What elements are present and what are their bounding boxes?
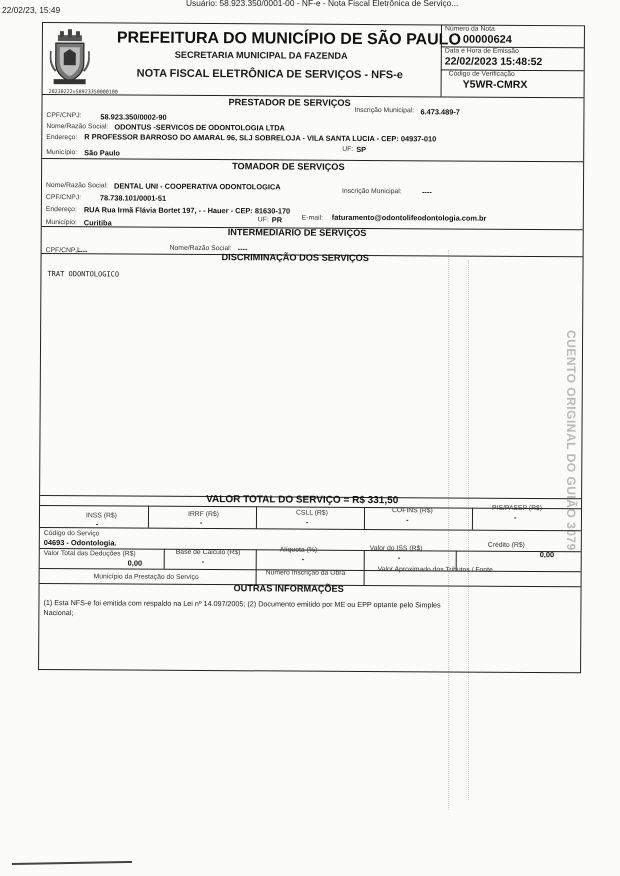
outras-line-1: (1) Esta NFS-e foi emitida com respaldo na Lei nº 14.097/2005; (2) Documento emitido por ME ou EPP optante pelo Simples [43,598,441,610]
tomador-address-label: Endereço: [45,206,77,214]
cofins-value: - [405,515,409,525]
divider [364,507,365,529]
divider [256,506,257,528]
tomador-uf: PR [271,215,283,225]
credito-value: 0,00 [539,550,555,560]
invoice-number: 00000624 [462,33,512,46]
divider [256,569,257,584]
deducoes-value: 0,00 [127,558,143,568]
iss-label: Valor do ISS (R$) [369,545,423,553]
pis-label: PIS/PASEP (R$) [492,504,543,513]
csll-value: - [305,517,309,527]
tomador-email-label: E-mail: [301,214,323,222]
tomador-email: faturamento@odontolifeodontologia.com.br [331,212,487,223]
obra-label: Número Inscrição da Obra [265,569,346,577]
tomador-name: DENTAL UNI - COOPERATIVA ODONTOLOGICA [113,181,281,192]
verification-label: Código de Verificação [448,70,515,78]
service-code: 04693 - Odontologia. [43,538,117,548]
prestador-im-label: Inscrição Municipal: [354,106,415,115]
divider [364,570,365,585]
prestador-city-label: Município: [46,149,78,157]
print-date: 22/02/23, 15:49 [2,5,61,15]
header-divider [441,25,442,96]
discriminacao-title: DISCRIMINAÇÃO DOS SERVIÇOS [221,252,369,264]
side-stamp: CUENTO ORIGINAL DO GUIÃO 3079 [564,330,578,551]
prestador-city: São Paulo [84,148,120,158]
service-description: TRAT ODONTOLOGICO [47,270,120,279]
tomador-city-label: Município: [45,219,77,227]
tomador-cnpj-label: CPF/CNPJ: [45,194,82,202]
aliquota-value: - [301,554,305,564]
outras-line-2: Nacional; [43,608,74,618]
divider [148,506,149,528]
base-label: Base de Cálculo (R$) [175,548,241,557]
divider [40,527,581,531]
divider [256,549,257,569]
prestador-address-label: Endereço: [46,134,78,142]
prestador-cnpj: 58.923.350/0002-90 [100,112,167,122]
prestador-title: PRESTADOR DE SERVIÇOS [228,97,351,108]
prestador-im: 6.473.489-7 [420,107,460,117]
tomador-address: RUA Rua Irmã Flávia Bortet 197, - - Hauer - CEP: 81630-170 [83,205,291,216]
prestador-cnpj-label: CPF/CNPJ: [46,112,82,120]
invoice-frame [38,22,585,673]
pis-value: - [513,512,517,522]
invoice-number-label: Número da Nota [444,25,495,33]
iss-value: - [397,553,401,563]
tomador-city: Curitiba [83,218,112,228]
municipio-prestacao-label: Município da Prestação do Serviço [93,573,199,581]
header-subtitle: SECRETARIA MUNICIPAL DA FAZENDA [174,49,348,61]
irrf-value: - [199,517,203,527]
prestador-uf: SP [356,144,367,154]
service-code-label: Código do Serviço [43,530,100,538]
barcode-number: 20230222v58923350000100 [48,89,118,96]
outras-title: OUTRAS INFORMAÇÕES [233,583,344,594]
intermediario-name: ---- [237,244,248,254]
coat-of-arms-icon [50,29,90,85]
prestador-uf-label: UF: [342,145,354,153]
intermediario-cnpj-label: CPF/CNPJ: [45,247,81,255]
divider [364,550,365,570]
user-header: Usuário: 58.923.350/0001-00 - NF-e - Nota Fiscal Eletrônica de Serviço... [186,0,459,8]
issue-datetime: 22/02/2023 15:48:52 [444,55,543,69]
prestador-name-label: Nome/Razão Social: [46,123,109,131]
tomador-title: TOMADOR DE SERVIÇOS [232,161,345,172]
deducoes-label: Valor Total das Deduções (R$) [43,550,136,558]
prestador-address: R PROFESSOR BARROSO DO AMARAL 96, SLJ SOBRELOJA - VILA SANTA LUCIA - CEP: 04937-010 [84,132,437,144]
inss-value: - [95,519,99,529]
tomador-name-label: Nome/Razão Social: [45,182,108,190]
tomador-im: ---- [421,187,432,197]
irrf-label: IRRF (R$) [187,510,219,519]
verification-code: Y5WR-CMRX [462,78,528,91]
credito-label: Crédito (R$) [487,541,525,549]
tomador-cnpj: 78.738.101/0001-51 [99,193,167,203]
document-title: NOTA FISCAL ELETRÔNICA DE SERVIÇOS - NFS-e [136,67,403,82]
aliquota-label: Alíquota (%) [279,546,318,554]
intermediario-name-label: Nome/Razão Social: [169,244,232,253]
divider [472,508,473,530]
inss-label: INSS (R$) [85,512,117,520]
intermediario-cnpj: ---- [77,246,88,256]
csll-label: CSLL (R$) [295,509,328,517]
prestador-name: ODONTUS -SERVICOS DE ODONTOLOGIA LTDA [114,122,285,133]
base-value: - [201,556,205,567]
total-value: VALOR TOTAL DO SERVIÇO = R$ 331,50 [206,494,399,507]
tributos-label: Valor Aproximado dos Tributos / Fonte [377,566,493,574]
scan-smudge [12,861,132,865]
intermediario-title: INTERMEDIÁRIO DE SERVIÇOS [227,227,367,238]
header-title: PREFEITURA DO MUNICÍPIO DE SÃO PAULO [116,29,461,49]
divider [164,549,165,569]
cofins-label: COFINS (R$) [392,507,433,515]
tomador-uf-label: UF: [257,216,269,224]
tomador-im-label: Inscrição Municipal: [341,187,402,196]
issue-datetime-label: Data e Hora de Emissão [444,47,519,55]
